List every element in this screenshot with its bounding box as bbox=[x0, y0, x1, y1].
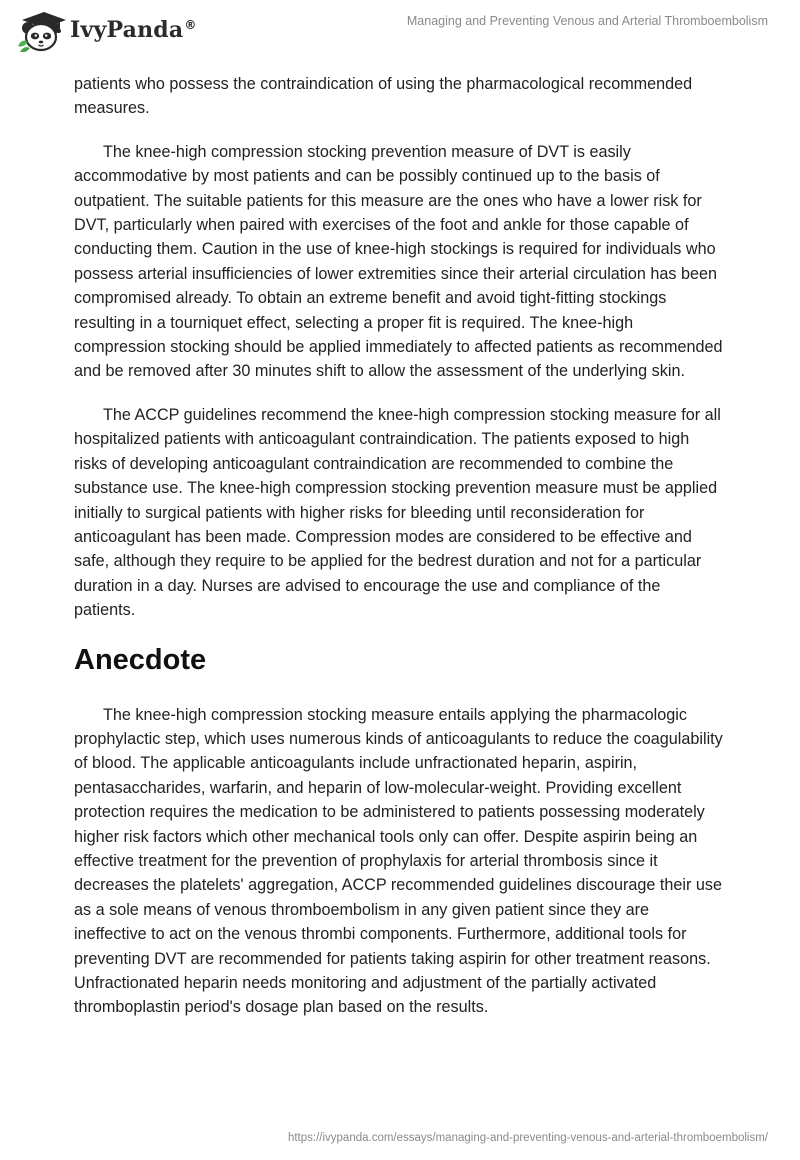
section-heading-anecdote: Anecdote bbox=[74, 643, 207, 676]
paragraph-knee-high-stocking: The knee-high compression stocking prevention measure of DVT is easily accommodative by most patients and can be possibly continued up to the basis of outpatient. The suitable patients for this measure are the ones who have a lower risk for DVT, particularly when paired with exercises of the foot and ankle for those capable of conducting them. Caution in the use of knee-high stockings is required for individuals who possess arterial insufficiencies of lower extremities since their arterial circulation has been compromised already. To obtain an extreme benefit and avoid tight-fitting stockings resulting in a tourniquet effect, selecting a proper fit is required. The knee-high compression stocking should be applied immediately to affected patients as recommended and be removed after 30 minutes shift to allow the assessment of the underlying skin. bbox=[74, 142, 723, 381]
paragraph-continuation: patients who possess the contraindication of using the pharmacological recommended measures. bbox=[74, 75, 693, 118]
registered-mark: ® bbox=[184, 17, 197, 32]
paragraph-anecdote: The knee-high compression stocking measure entails applying the pharmacologic prophylactic step, which uses numerous kinds of anticoagulants to reduce the coagulability of blood. The applicable anticoagulants include unfractionated heparin, aspirin, pentasaccharides, warfarin, and heparin of low-molecular-weight. Providing excellent protection requires the medication to be administered to patients possessing moderately higher risk factors which other mechanical tools only can offer. Despite aspirin being an effective treatment for the prevention of prophylaxis for arterial thrombosis since it decreases the platelets' aggregation, ACCP recommended guidelines discourage their use as a sole means of venous thromboembolism in any given patient since they are ineffective to act on the venous thrombi components. Furthermore, additional tools for preventing DVT are recommended for patients taking aspirin for other treatment reasons. Unfractionated heparin needs monitoring and adjustment of the partially activated thromboplastin period's dosage plan based on the results. bbox=[74, 705, 723, 1017]
essay-body bbox=[74, 72, 724, 1039]
paragraph-accp-guidelines: The ACCP guidelines recommend the knee-high compression stocking measure for all hospitalized patients with anticoagulant contraindication. The patients exposed to high risks of developing anticoagulant contraindication are recommended to combine the substance use. The knee-high compression stocking prevention measure must be applied initially to surgical patients with higher risks for bleeding until reconsideration for anticoagulant has been made. Compression modes are considered to be effective and safe, although they require to be applied for the bedrest duration and not for a particular duration in a day. Nurses are advised to encourage the use and compliance of the patients. bbox=[74, 405, 721, 620]
document-title: Managing and Preventing Venous and Arterial Thromboembolism bbox=[406, 14, 768, 28]
panda-graduation-cap-icon bbox=[14, 8, 66, 52]
source-url[interactable]: https://ivypanda.com/essays/managing-and-preventing-venous-and-arterial-thromboembolism/ bbox=[287, 1132, 768, 1144]
page-header bbox=[0, 0, 800, 60]
brand-logo[interactable] bbox=[14, 8, 197, 52]
brand-name: IvyPanda® bbox=[70, 17, 197, 43]
